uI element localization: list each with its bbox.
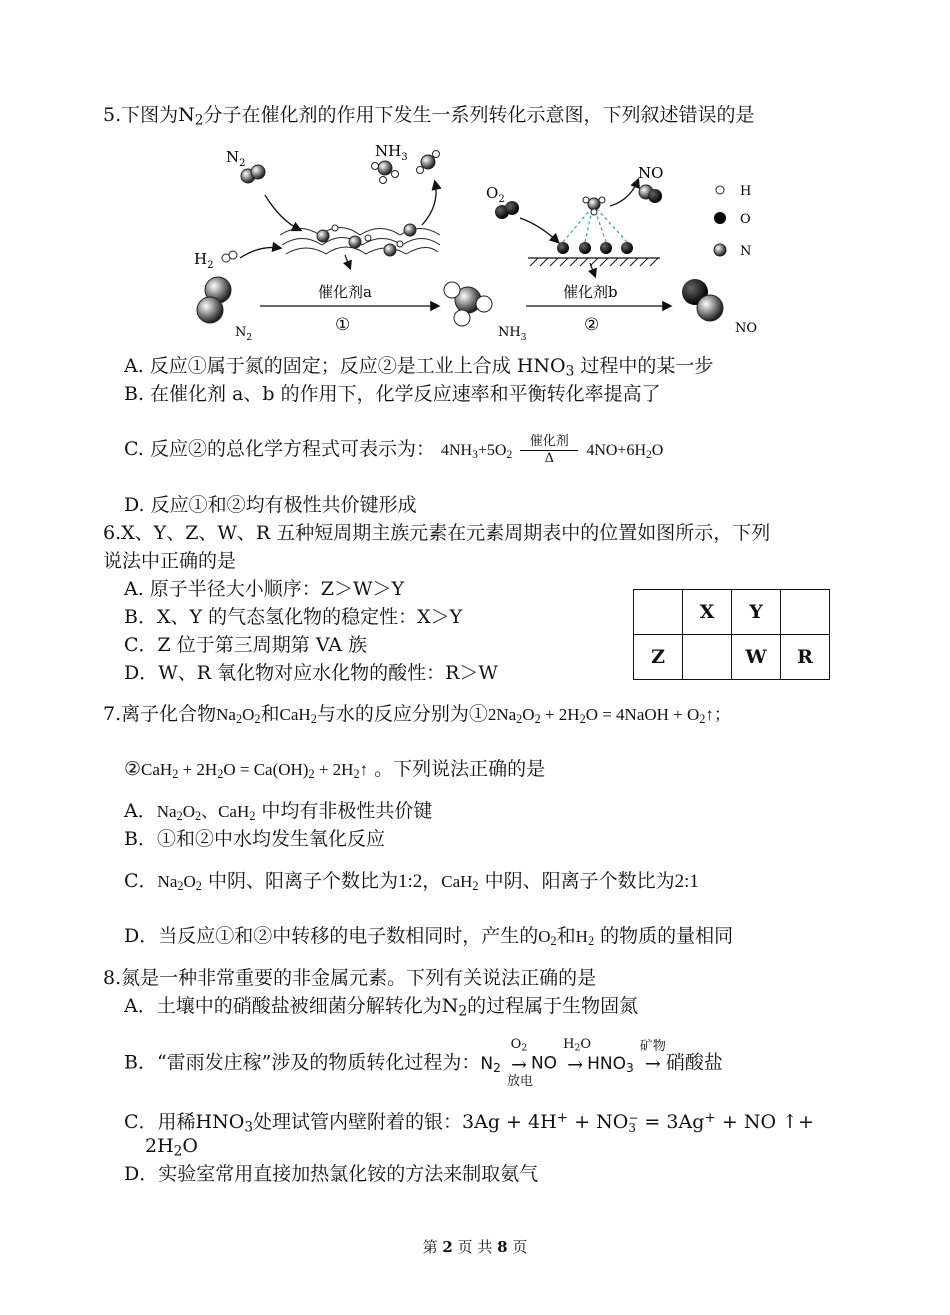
q8-arrow2: $H_2O$ → bbox=[563, 1037, 592, 1077]
table-row bbox=[634, 635, 830, 680]
q8-stem: 8.氮是一种非常重要的非金属元素。下列有关说法正确的是 bbox=[103, 967, 597, 989]
q6-option-b: B．X、Y 的气态氢化物的稳定性：X＞Y bbox=[124, 606, 463, 628]
table-cell: R bbox=[781, 635, 830, 680]
q7-option-c: C．$Na_2O_2$ 中阴、阳离子个数比为1:2，CaH$_2$ 中阴、阳离子个数比为2:1 bbox=[124, 870, 699, 894]
q7-stem: 7.离子化合物$Na_2O_2$和CaH$_2$与水的反应分别为$①2Na_2O_2 + 2H_2O$ = 4NaOH + $O_2↑$； bbox=[103, 703, 731, 727]
q5-option-b: B. 在催化剂 a、b 的作用下，化学反应速率和平衡转化率提高了 bbox=[124, 383, 661, 405]
table-row bbox=[634, 590, 830, 635]
bottom-nh3-label: $NH_3$ bbox=[498, 325, 527, 343]
q5-stem: 5.下图为$N_2$分子在催化剂的作用下发生一系列转化示意图，下列叙述错误的是 bbox=[103, 104, 755, 129]
bottom-no-label: NO bbox=[735, 321, 758, 336]
bottom-n2-label: $N_2$ bbox=[235, 325, 253, 343]
q7-equation2: ②CaH$_2$ + $2H_2O = Ca(OH)_2$ + $2H_2↑$ 。下列说法正确的是 bbox=[124, 758, 546, 782]
o2-label: $O_2$ bbox=[486, 184, 505, 205]
q8-option-d: D．实验室常用直接加热氯化铵的方法来制取氨气 bbox=[124, 1163, 539, 1185]
q8-option-c-line2: $2H_2O$ bbox=[145, 1135, 198, 1160]
table-cell: W bbox=[732, 635, 781, 680]
step2-label: ② bbox=[584, 315, 600, 335]
table-cell: Z bbox=[634, 635, 683, 680]
table-cell bbox=[634, 590, 683, 635]
q6-option-d: D．W、R 氧化物对应水化物的酸性：R＞W bbox=[124, 662, 498, 684]
q7-option-d: D．当反应①和②中转移的电子数相同时，产生的$O_2$和$H_2$ 的物质的量相同 bbox=[124, 925, 734, 949]
q8-arrow1: $O_2$ → 放电 bbox=[506, 1037, 533, 1090]
h2-label: $H_2$ bbox=[194, 250, 214, 271]
q5-reaction-condition: 催化剂 Δ bbox=[518, 435, 580, 466]
legend-h: H bbox=[740, 184, 752, 199]
q5-option-d: D. 反应①和②均有极性共价键形成 bbox=[124, 494, 417, 516]
q7-option-b: B．①和②中水均发生氧化反应 bbox=[124, 828, 385, 850]
catalyst-b-label: 催化剂b bbox=[563, 283, 618, 301]
q5-option-a: A. 反应①属于氮的固定；反应②是工业上合成 $HNO_3$ 过程中的某一步 bbox=[124, 355, 714, 380]
table-cell: Y bbox=[732, 590, 781, 635]
q5-option-c: C. 反应②的总化学方程式可表示为： $4NH_3+5O_2$ 催化剂 Δ $4NO+6H_2O$ bbox=[124, 433, 664, 466]
table-cell: X bbox=[683, 590, 732, 635]
periodic-table-fragment bbox=[633, 589, 830, 680]
n2-label: $N_2$ bbox=[226, 148, 246, 169]
nh3-label: $NH_3$ bbox=[375, 142, 408, 163]
q8-arrow3: 矿物 → bbox=[639, 1038, 666, 1075]
q6-option-c: C．Z 位于第三周期第 VA 族 bbox=[124, 634, 368, 656]
q6-stem-line2: 说法中正确的是 bbox=[103, 550, 237, 572]
q6-stem-line1: 6.X、Y、Z、W、R 五种短周期主族元素在元素周期表中的位置如图所示，下列 bbox=[103, 522, 771, 544]
q6-option-a: A. 原子半径大小顺序：Z＞W＞Y bbox=[124, 578, 405, 600]
legend-o: O bbox=[740, 212, 751, 227]
q8-option-b: B．“雷雨发庄稼”涉及的物质转化过程为：$N_2$ $O_2$ → 放电 NO $H_2O$ → $HNO_3$ 矿物 → 硝酸盐 bbox=[124, 1037, 723, 1090]
legend-n: N bbox=[740, 244, 752, 259]
no-label: NO bbox=[638, 164, 664, 182]
catalyst-a-label: 催化剂a bbox=[318, 283, 372, 301]
q8-option-a: A．土壤中的硝酸盐被细菌分解转化为$N_2$的过程属于生物固氮 bbox=[124, 995, 639, 1020]
q7-option-a: A．$Na_2O_2$、CaH$_2$ 中均有非极性共价键 bbox=[124, 800, 433, 824]
table-cell bbox=[683, 635, 732, 680]
page-footer: 第 2 页 共 8 页 bbox=[422, 1238, 528, 1256]
reaction-diagram bbox=[190, 140, 780, 345]
q8-option-c-line1: C．用稀$HNO_3$处理试管内壁附着的银：3Ag + 4H+ + NO − 3 = 3Ag+ + NO ↑+ bbox=[124, 1110, 814, 1136]
table-cell bbox=[781, 590, 830, 635]
step1-label: ① bbox=[335, 315, 351, 335]
